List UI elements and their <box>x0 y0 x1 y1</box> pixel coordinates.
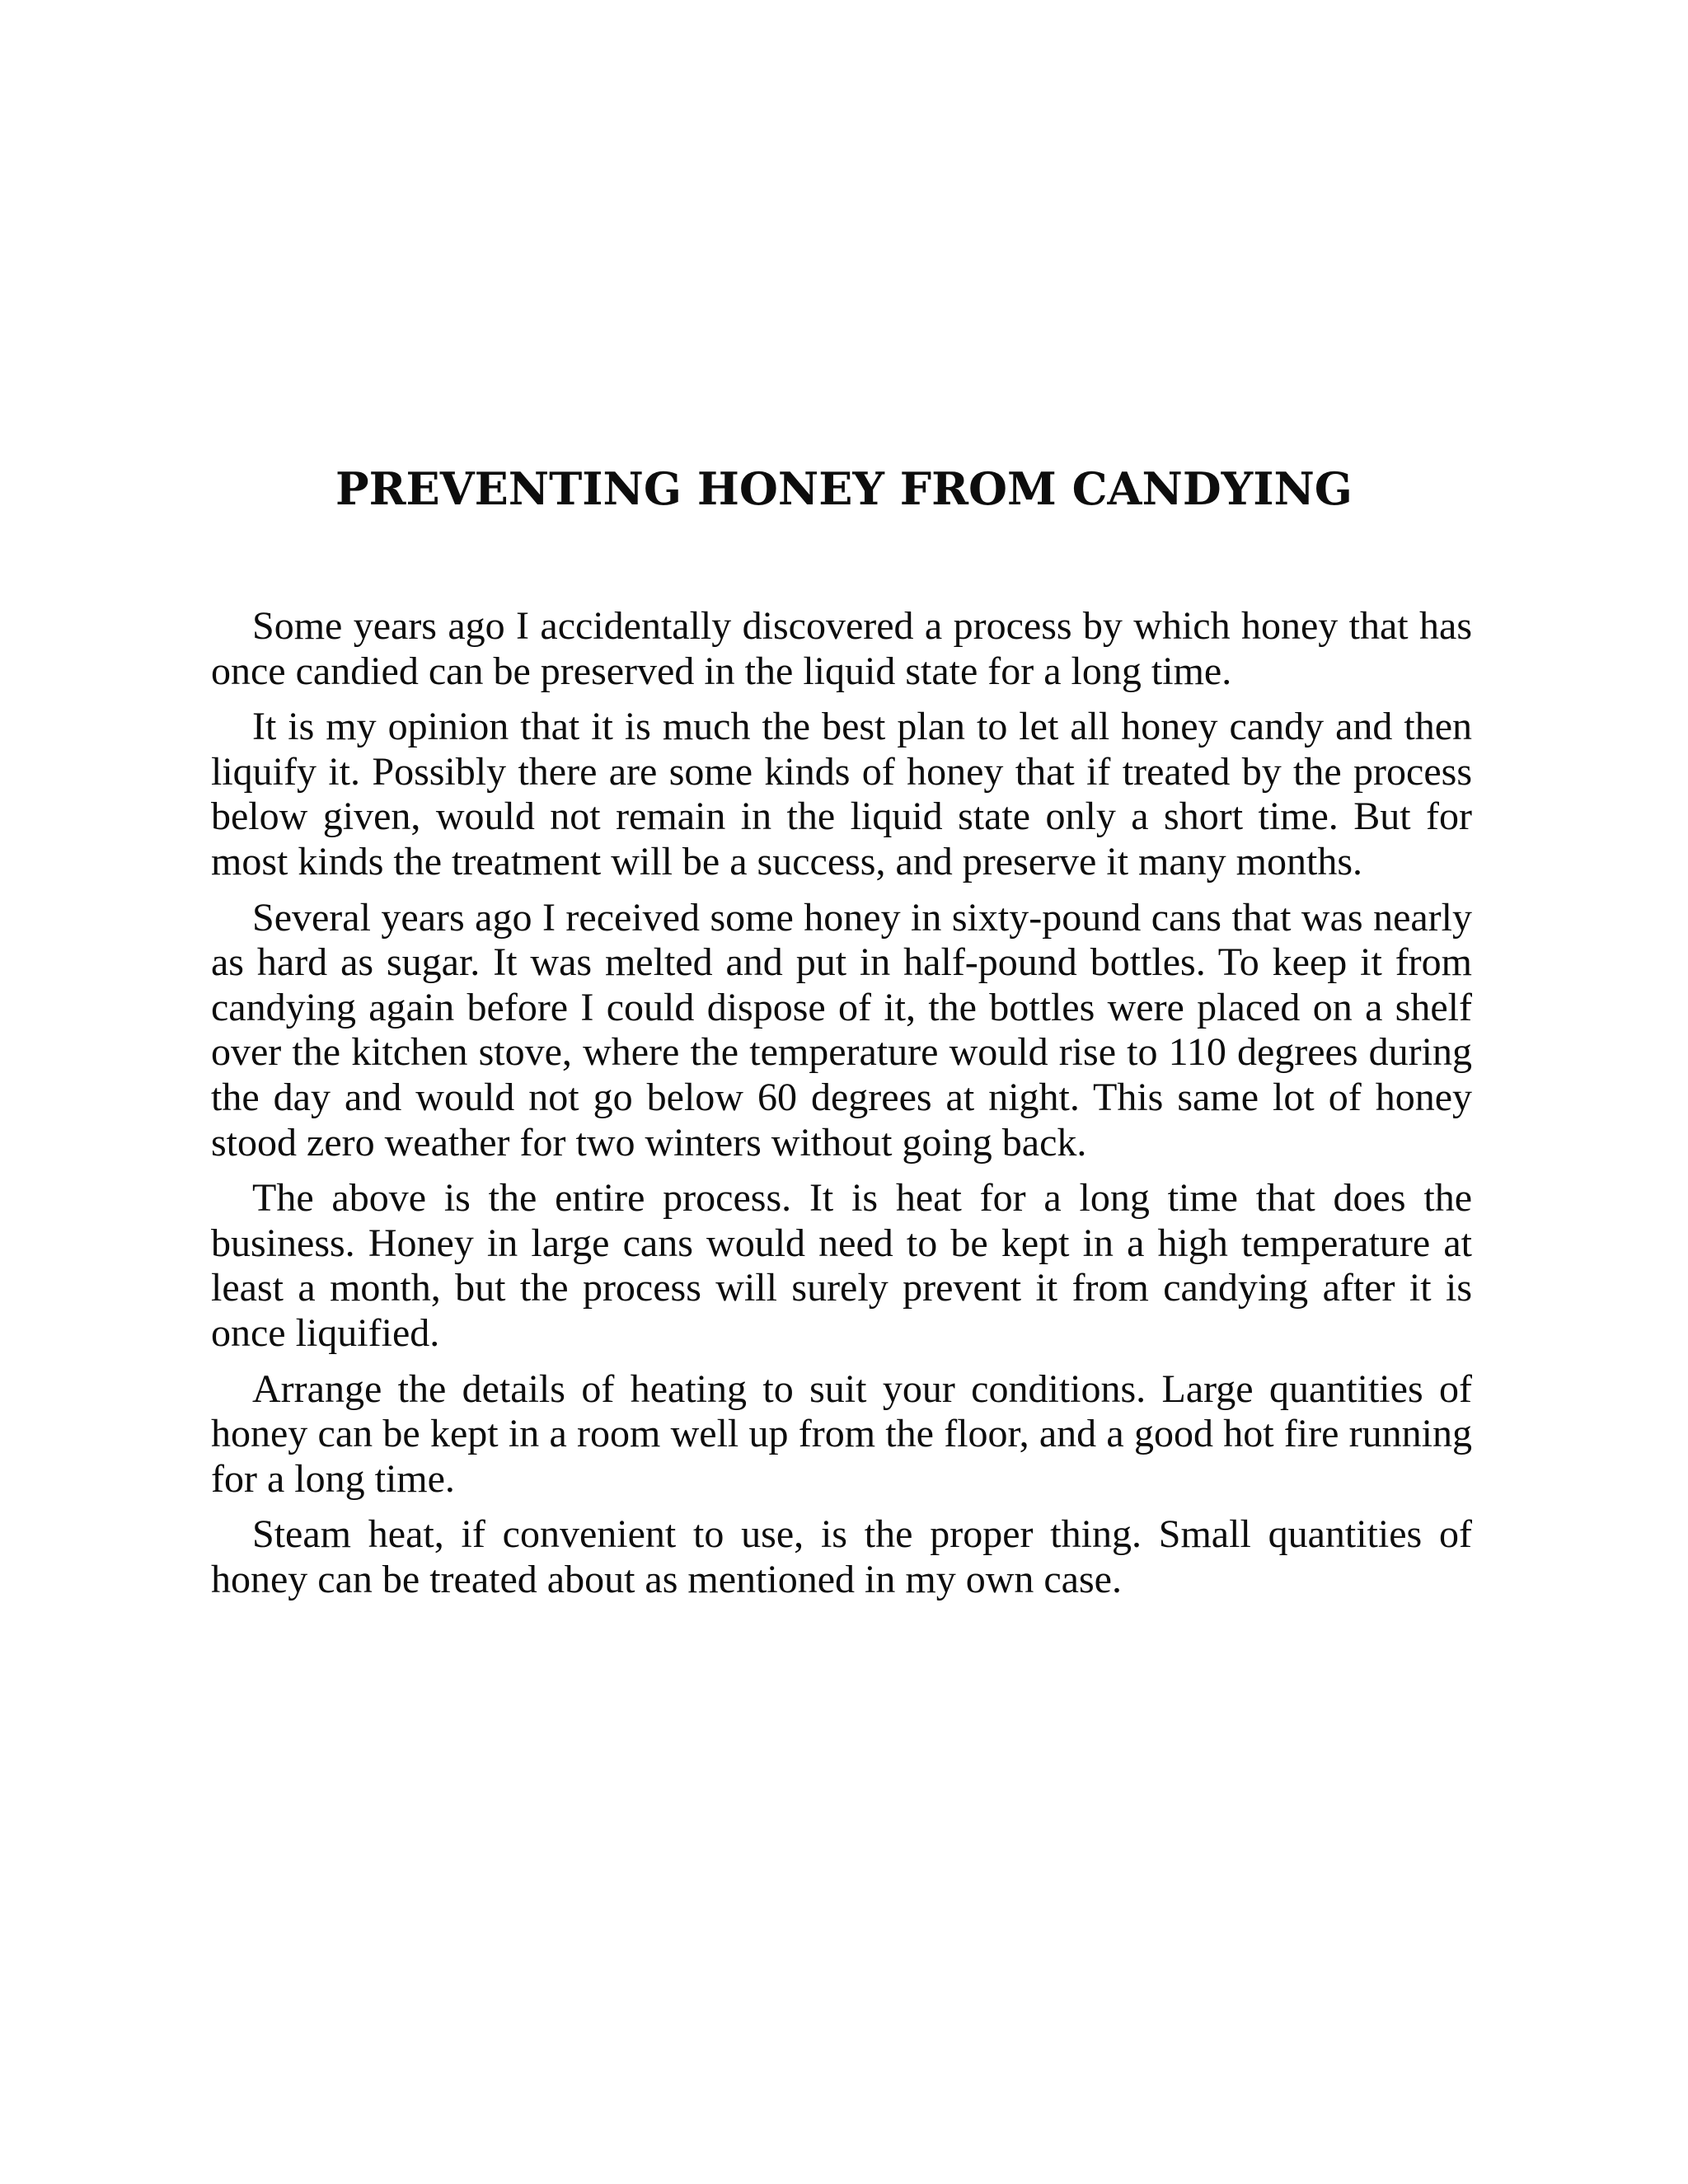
page-title: PREVENTING HONEY FROM CANDYING <box>335 462 1353 515</box>
paragraph: Steam heat, if convenient to use, is the proper thing. Small quantities of honey can be treated about as mentioned in my own case. <box>211 1512 1472 1601</box>
paragraph: Some years ago I accidentally discovered a process by which honey that has once candied can be preserved in the liquid state for a long time. <box>211 604 1472 693</box>
paragraph: It is my opinion that it is much the best plan to let all honey candy and then liquify it. Possibly there are some kinds of honey that if treated by the process below given, would not remain in the liquid state only a short time. But for most kinds the treatment will be a success, and preserve it many months. <box>211 705 1472 883</box>
paragraph: The above is the entire process. It is heat for a long time that does the business. Honey in large cans would need to be kept in a high temperature at least a month, but the process will surely prevent it from candying after it is once liquified. <box>211 1176 1472 1355</box>
article-body <box>211 604 1472 1613</box>
paragraph: Several years ago I received some honey in sixty-pound cans that was nearly as hard as sugar. It was melted and put in half-pound bottles. To keep it from candying again before I could dispose of it, the bottles were placed on a shelf over the kitchen stove, where the temperature would rise to 110 degrees during the day and would not go below 60 degrees at night. This same lot of honey stood zero weather for two winters without going back. <box>211 895 1472 1165</box>
paragraph: Arrange the details of heating to suit your conditions. Large quantities of honey can be kept in a room well up from the floor, and a good hot fire running for a long time. <box>211 1366 1472 1501</box>
